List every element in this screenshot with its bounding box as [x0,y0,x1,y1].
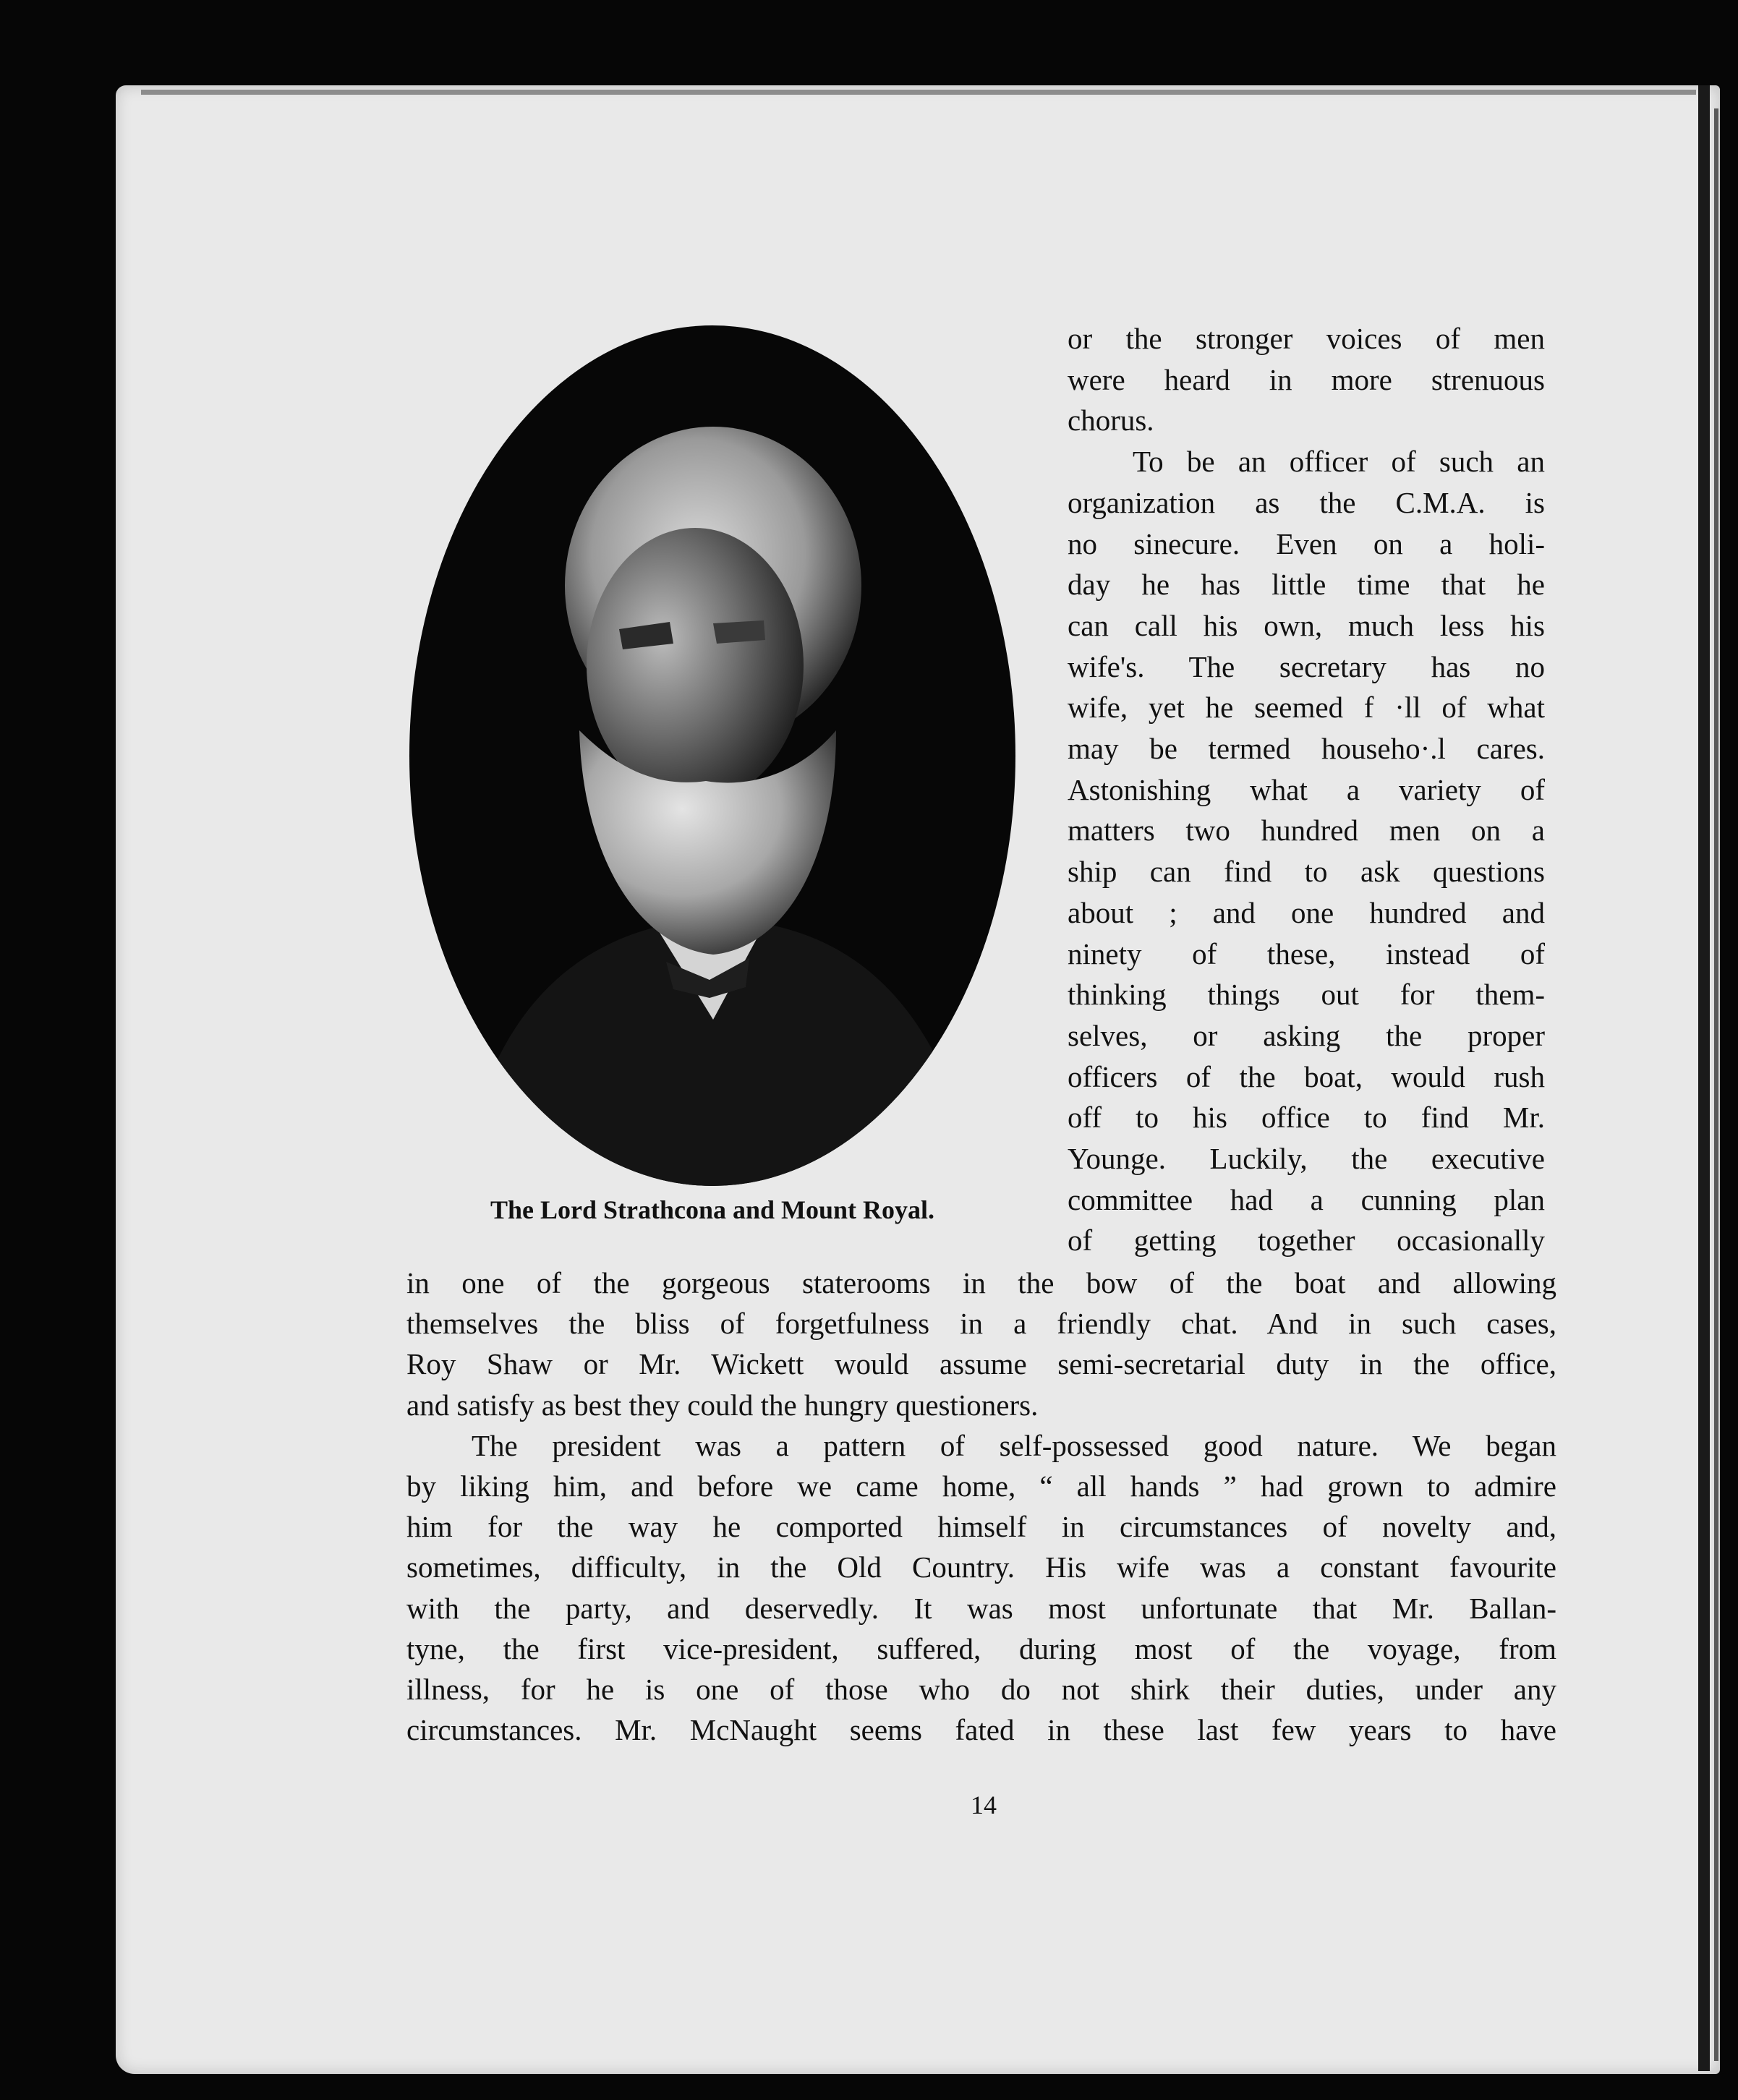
text-line: committee had a cunning plan [1068,1182,1545,1216]
text-line: chorus. [1068,404,1154,438]
text-line: of getting together occasionally [1068,1224,1545,1258]
text-line: with the party, and deservedly. It was most unfortunate that Mr. Ballan- [406,1591,1556,1625]
text-line: may be termed househo·.l cares. [1068,732,1545,766]
text-line: officers of the boat, would rush [1068,1059,1545,1093]
book-spine-shadow [1714,108,1718,2061]
text-line: were heard in more strenuous [1068,362,1545,396]
text-line: Roy Shaw or Mr. Wickett would assume semi-secretarial duty in the office, [406,1347,1556,1381]
text-line: selves, or asking the proper [1068,1018,1545,1052]
text-line: ship can find to ask questions [1068,855,1545,889]
text-line: wife, yet he seemed f ·ll of what [1068,691,1545,725]
text-line: in one of the gorgeous staterooms in the bow of the boat and allowing [406,1266,1556,1299]
page-number: 14 [971,1790,997,1819]
text-line: The president was a pattern of self-possessed good nature. We began [472,1428,1556,1462]
text-line: or the stronger voices of men [1068,322,1545,355]
text-line: about ; and one hundred and [1068,895,1545,929]
text-line: day he has little time that he [1068,568,1545,602]
text-line: To be an officer of such an [1133,445,1545,479]
text-line: themselves the bliss of forgetfulness in a friendly chat. And in such cases, [406,1307,1556,1341]
text-line: by liking him, and before we came home, “ all hands ” had grown to admire [406,1469,1556,1503]
text-line: circumstances. Mr. McNaught seems fated in these last few years to have [406,1713,1556,1747]
text-line: and satisfy as best they could the hungry questioners. [406,1388,1039,1422]
portrait-caption: The Lord Strathcona and Mount Royal. [490,1195,935,1224]
text-line: can call his own, much less his [1068,608,1545,642]
text-line: illness, for he is one of those who do not shirk their duties, under any [406,1673,1556,1707]
text-line: wife's. The secretary has no [1068,649,1545,683]
text-line: ninety of these, instead of [1068,936,1545,970]
page-top-edge [141,90,1696,95]
book-spine [1698,85,1710,2071]
text-line: Younge. Luckily, the executive [1068,1142,1545,1176]
text-line: no sinecure. Even on a holi- [1068,526,1545,560]
text-line: matters two hundred men on a [1068,814,1545,848]
right-column-text [1068,318,1545,1261]
text-line: Astonishing what a variety of [1068,772,1545,806]
text-line: tyne, the first vice-president, suffered, during most of the voyage, from [406,1631,1556,1665]
text-line: thinking things out for them- [1068,978,1545,1012]
text-line: him for the way he comported himself in circumstances of novelty and, [406,1510,1556,1544]
text-line: sometimes, difficulty, in the Old Country. His wife was a constant favourite [406,1550,1556,1584]
portrait-photo [409,325,1015,1186]
text-line: off to his office to find Mr. [1068,1101,1545,1135]
text-line: organization as the C.M.A. is [1068,485,1545,519]
full-width-text [406,1263,1556,1750]
